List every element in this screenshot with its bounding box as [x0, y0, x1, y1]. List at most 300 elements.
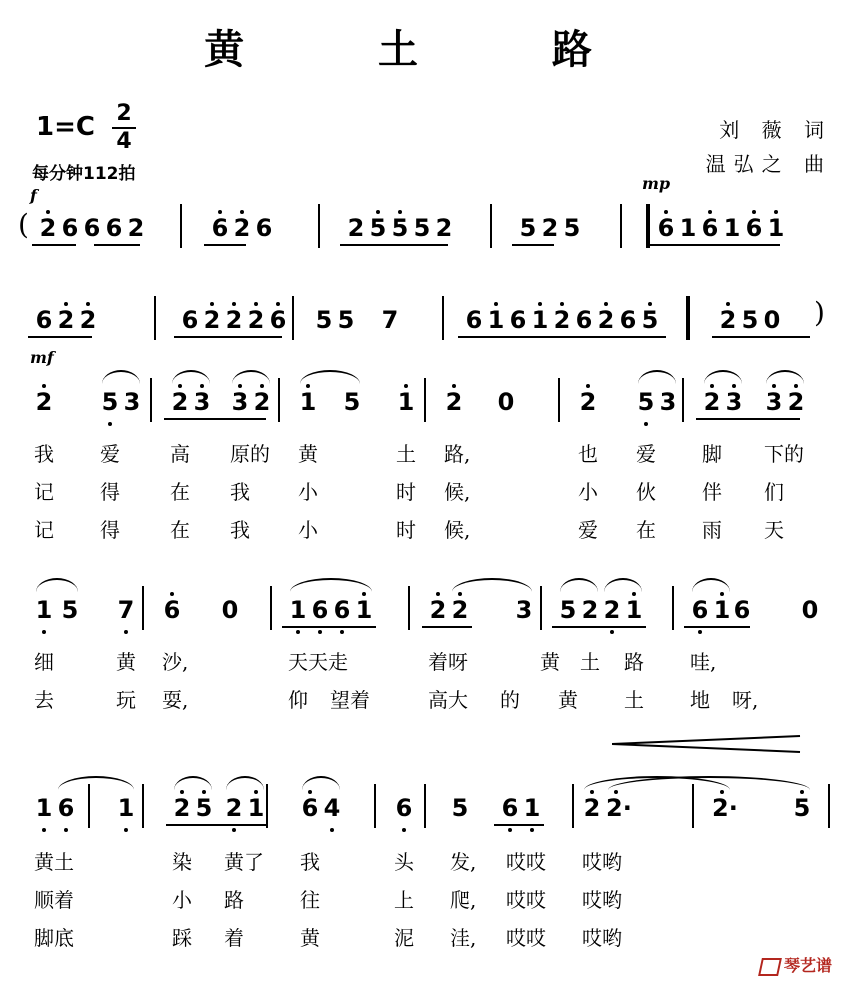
lyric-word: 呀, [732, 688, 759, 712]
slur [300, 370, 360, 384]
octave-up-dot [308, 790, 312, 794]
octave-up-dot [232, 302, 236, 306]
bar-line [292, 296, 294, 340]
note: 5 [519, 214, 537, 242]
note: 2 [253, 388, 271, 416]
octave-down-dot [610, 630, 614, 634]
bar-line [266, 784, 268, 828]
lyric-word: 天 [764, 518, 784, 542]
note: 5 [741, 306, 759, 334]
octave-down-dot [330, 828, 334, 832]
underline-beam [422, 626, 472, 628]
note: 3 [765, 388, 783, 416]
octave-up-dot [726, 302, 730, 306]
note: 1 [117, 794, 135, 822]
octave-up-dot [218, 210, 222, 214]
note: 3 [515, 596, 533, 624]
bar-line [424, 378, 426, 422]
underline-beam [696, 418, 800, 420]
octave-up-dot [202, 790, 206, 794]
underline-beam [204, 244, 246, 246]
note: 1 [713, 596, 731, 624]
lyric-word: 我 [230, 518, 250, 542]
lyric-word: 耍, [162, 688, 189, 712]
lyric-word: 爱 [100, 442, 120, 466]
lyric-word: 哎哎 [506, 850, 546, 874]
octave-down-dot [108, 422, 112, 426]
note: 3 [193, 388, 211, 416]
octave-up-dot [614, 790, 618, 794]
underline-beam [712, 336, 810, 338]
octave-down-dot [296, 630, 300, 634]
note: 6 [311, 596, 329, 624]
note: 1 [289, 596, 307, 624]
bar-line [620, 204, 622, 248]
lyric-word: 们 [764, 480, 784, 504]
note: 6 [105, 214, 123, 242]
octave-up-dot [362, 592, 366, 596]
underline-beam [282, 626, 376, 628]
note: 2 [79, 306, 97, 334]
lyric-word: 天天走 [288, 650, 348, 674]
note: 5 [451, 794, 469, 822]
time-signature [112, 102, 136, 154]
lyric-word: 候, [444, 518, 471, 542]
note: 0 [497, 388, 515, 416]
slur [638, 370, 676, 384]
lyric-word: 爬, [450, 888, 477, 912]
lyric-word: 下的 [764, 442, 804, 466]
octave-down-dot [232, 828, 236, 832]
lyric-word: 爱 [578, 518, 598, 542]
note: 2 [35, 388, 53, 416]
underline-beam [174, 336, 282, 338]
note: 2 [203, 306, 221, 334]
octave-up-dot [586, 384, 590, 388]
underline-beam [684, 626, 750, 628]
lyric-word: 高大 [428, 688, 468, 712]
slur [704, 370, 742, 384]
note: 3 [725, 388, 743, 416]
octave-up-dot [720, 790, 724, 794]
note: 2 [225, 306, 243, 334]
bar-line [692, 784, 694, 828]
note: 6 [701, 214, 719, 242]
note: 1 [487, 306, 505, 334]
underline-beam [164, 418, 266, 420]
note: 2 [171, 388, 189, 416]
bar-line [648, 204, 650, 248]
octave-up-dot [46, 210, 50, 214]
note: 6 [619, 306, 637, 334]
close-parenthesis: ) [814, 296, 825, 329]
underline-beam [32, 244, 76, 246]
note: 0 [221, 596, 239, 624]
underline-beam [340, 244, 448, 246]
underline-beam [458, 336, 666, 338]
octave-up-dot [752, 210, 756, 214]
slur [226, 776, 264, 790]
note: 2 [173, 794, 191, 822]
note: 6 [181, 306, 199, 334]
open-parenthesis: ( [18, 208, 29, 241]
octave-up-dot [240, 210, 244, 214]
lyric-word: 地 [690, 688, 710, 712]
octave-down-dot [64, 828, 68, 832]
slur [766, 370, 804, 384]
slur [604, 578, 642, 592]
score-row-5 [30, 784, 830, 844]
note: 1 [767, 214, 785, 242]
note: 1 [679, 214, 697, 242]
slur [174, 776, 212, 790]
octave-up-dot [774, 210, 778, 214]
note: 1 [625, 596, 643, 624]
octave-up-dot [200, 384, 204, 388]
watermark-icon [758, 958, 782, 976]
note: 2 [579, 388, 597, 416]
score-row-2 [30, 296, 830, 356]
time-signature-top: 2 [116, 101, 132, 126]
note: 5 [315, 306, 333, 334]
bar-line [88, 784, 90, 828]
lyric-word: 脚 [702, 442, 722, 466]
octave-up-dot [376, 210, 380, 214]
lyric-word: 在 [170, 480, 190, 504]
note: 6 [333, 596, 351, 624]
note: 5 [195, 794, 213, 822]
octave-up-dot [306, 384, 310, 388]
slur [692, 578, 730, 592]
bar-line [688, 296, 690, 340]
note: 2 [247, 306, 265, 334]
octave-down-dot [318, 630, 322, 634]
note: 6 [575, 306, 593, 334]
bar-line [408, 586, 410, 630]
octave-down-dot [42, 828, 46, 832]
lyric-word: 发, [450, 850, 477, 874]
note: 5 [563, 214, 581, 242]
lyric-word: 黄 [116, 650, 136, 674]
note: 5 [637, 388, 655, 416]
note: 6 [57, 794, 75, 822]
note: 3 [659, 388, 677, 416]
octave-up-dot [180, 790, 184, 794]
bar-line [318, 204, 320, 248]
bar-line [424, 784, 426, 828]
note: 2 [719, 306, 737, 334]
octave-down-dot [124, 630, 128, 634]
note: 6 [657, 214, 675, 242]
note: 5 [793, 794, 811, 822]
note: 2 [787, 388, 805, 416]
lyric-word: 沙, [162, 650, 189, 674]
octave-up-dot [436, 592, 440, 596]
note: 2 [703, 388, 721, 416]
note: 2 [451, 596, 469, 624]
octave-up-dot [42, 384, 46, 388]
note: 5 [413, 214, 431, 242]
slur [290, 578, 372, 592]
note: 1 [523, 794, 541, 822]
time-signature-bottom: 4 [116, 129, 132, 154]
note: 2 [581, 596, 599, 624]
score-row-1 [18, 204, 830, 264]
octave-up-dot [772, 384, 776, 388]
dynamic-forte: f [30, 186, 37, 205]
lyric-word: 上 [394, 888, 414, 912]
octave-up-dot [86, 302, 90, 306]
lyric-word: 踩 [172, 926, 192, 950]
lyric-word: 我 [34, 442, 54, 466]
lyric-word: 土 [624, 688, 644, 712]
lyric-word: 黄 [558, 688, 578, 712]
octave-up-dot [732, 384, 736, 388]
lyric-word: 细 [34, 650, 54, 674]
note: 0 [801, 596, 819, 624]
lyric-word: 雨 [702, 518, 722, 542]
bar-line [558, 378, 560, 422]
octave-down-dot [124, 828, 128, 832]
octave-up-dot [708, 210, 712, 214]
note: 2 [553, 306, 571, 334]
octave-up-dot [64, 302, 68, 306]
note: 5 [559, 596, 577, 624]
note: 2· [606, 794, 632, 822]
note: 6 [465, 306, 483, 334]
note: 2 [603, 596, 621, 624]
lyric-word: 在 [170, 518, 190, 542]
octave-up-dot [632, 592, 636, 596]
note: 1 [531, 306, 549, 334]
note: 6 [509, 306, 527, 334]
octave-up-dot [170, 592, 174, 596]
lyric-word: 小 [298, 480, 318, 504]
watermark-logo [760, 953, 832, 976]
note: 6 [211, 214, 229, 242]
note: 6 [733, 596, 751, 624]
bar-line [142, 586, 144, 630]
bar-line [154, 296, 156, 340]
note: 3 [123, 388, 141, 416]
octave-down-dot [42, 630, 46, 634]
lyric-word: 哎哎 [506, 888, 546, 912]
lyric-word: 路 [224, 888, 244, 912]
lyric-word: 高 [170, 442, 190, 466]
lyric-word: 哎哟 [582, 850, 622, 874]
bar-line [270, 586, 272, 630]
lyric-word: 小 [298, 518, 318, 542]
note: 5 [337, 306, 355, 334]
note: 6 [163, 596, 181, 624]
hairpin-diminuendo [612, 734, 802, 754]
lyric-word: 伙 [636, 480, 656, 504]
octave-up-dot [452, 384, 456, 388]
bar-line [142, 784, 144, 828]
note: 2 [347, 214, 365, 242]
octave-up-dot [178, 384, 182, 388]
lyric-word: 头 [394, 850, 414, 874]
lyric-word: 哎哎 [506, 926, 546, 950]
bar-line [540, 586, 542, 630]
octave-up-dot [238, 384, 242, 388]
octave-up-dot [604, 302, 608, 306]
note: 1 [355, 596, 373, 624]
bar-line [490, 204, 492, 248]
score-row-4 [30, 586, 830, 646]
composer-credit: 温弘之 曲 [705, 152, 832, 176]
lyric-word: 小 [578, 480, 598, 504]
lyric-word: 黄 [540, 650, 560, 674]
lyric-word: 小 [172, 888, 192, 912]
lyric-word: 得 [100, 518, 120, 542]
note: 6 [395, 794, 413, 822]
octave-up-dot [458, 592, 462, 596]
note: 0 [763, 306, 781, 334]
note: 3 [231, 388, 249, 416]
octave-up-dot [538, 302, 542, 306]
key-signature: 1=C [36, 112, 95, 142]
bar-line [150, 378, 152, 422]
lyric-word: 伴 [702, 480, 722, 504]
slur [452, 578, 532, 592]
octave-down-dot [402, 828, 406, 832]
lyric-word: 记 [34, 480, 54, 504]
lyric-word: 我 [300, 850, 320, 874]
lyric-word: 记 [34, 518, 54, 542]
octave-up-dot [254, 790, 258, 794]
note: 6 [745, 214, 763, 242]
note: 5 [61, 596, 79, 624]
dynamic-mezzo-forte: mf [30, 348, 54, 367]
note: 1 [723, 214, 741, 242]
lyric-word: 仰 [288, 688, 308, 712]
lyric-word: 爱 [636, 442, 656, 466]
lyric-word: 染 [172, 850, 192, 874]
note: 5 [369, 214, 387, 242]
note: 1 [35, 596, 53, 624]
dynamic-mezzo-piano: mp [642, 174, 671, 193]
bar-line [278, 378, 280, 422]
bar-line [180, 204, 182, 248]
lyric-word: 在 [636, 518, 656, 542]
note: 2 [597, 306, 615, 334]
lyric-word: 哎哟 [582, 926, 622, 950]
note: 2 [541, 214, 559, 242]
slur [302, 776, 340, 790]
underline-beam [650, 244, 780, 246]
octave-down-dot [340, 630, 344, 634]
octave-up-dot [276, 302, 280, 306]
octave-down-dot [698, 630, 702, 634]
note: 5 [101, 388, 119, 416]
lyric-word: 原的 [230, 442, 270, 466]
note: 6 [301, 794, 319, 822]
octave-up-dot [710, 384, 714, 388]
note: 6 [269, 306, 287, 334]
note: 6 [501, 794, 519, 822]
octave-up-dot [254, 302, 258, 306]
note: 2 [583, 794, 601, 822]
lyric-word: 脚底 [34, 926, 74, 950]
note: 5 [391, 214, 409, 242]
lyric-word: 土 [580, 650, 600, 674]
lyric-word: 去 [34, 688, 54, 712]
note: 7 [381, 306, 399, 334]
slur [102, 370, 140, 384]
lyric-word: 的 [500, 688, 520, 712]
octave-up-dot [648, 302, 652, 306]
octave-up-dot [590, 790, 594, 794]
lyric-word: 着呀 [428, 650, 468, 674]
slur [58, 776, 134, 790]
lyric-word: 黄了 [224, 850, 264, 874]
lyric-word: 也 [578, 442, 598, 466]
note: 2 [127, 214, 145, 242]
octave-up-dot [494, 302, 498, 306]
note: 4 [323, 794, 341, 822]
underline-beam [494, 824, 544, 826]
underline-beam [512, 244, 554, 246]
bar-line [572, 784, 574, 828]
slur [172, 370, 210, 384]
lyric-word: 得 [100, 480, 120, 504]
lyric-word: 洼, [450, 926, 477, 950]
octave-down-dot [530, 828, 534, 832]
octave-up-dot [794, 384, 798, 388]
note: 2 [435, 214, 453, 242]
lyric-word: 往 [300, 888, 320, 912]
lyric-word: 玩 [116, 688, 136, 712]
lyric-word: 着 [224, 926, 244, 950]
note: 1 [35, 794, 53, 822]
note: 6 [61, 214, 79, 242]
note: 6 [35, 306, 53, 334]
underline-beam [28, 336, 92, 338]
note: 5 [343, 388, 361, 416]
note: 2 [39, 214, 57, 242]
underline-beam [94, 244, 140, 246]
bar-line [828, 784, 830, 828]
lyric-word: 我 [230, 480, 250, 504]
octave-up-dot [560, 302, 564, 306]
lyric-word: 黄 [298, 442, 318, 466]
underline-beam [552, 626, 646, 628]
octave-up-dot [800, 790, 804, 794]
octave-up-dot [720, 592, 724, 596]
lyric-word: 时 [396, 518, 416, 542]
bar-line [374, 784, 376, 828]
note: 1 [397, 388, 415, 416]
note: 2 [57, 306, 75, 334]
lyric-word: 候, [444, 480, 471, 504]
octave-down-dot [508, 828, 512, 832]
lyricist-credit: 刘 薇 词 [719, 118, 832, 142]
octave-up-dot [404, 384, 408, 388]
watermark-text: 琴艺谱 [783, 956, 832, 975]
lyric-word: 泥 [394, 926, 414, 950]
lyric-word: 哇, [690, 650, 717, 674]
score-row-3 [30, 378, 830, 438]
octave-up-dot [398, 210, 402, 214]
note: 2· [712, 794, 738, 822]
song-title: 黄 土 路 [204, 27, 652, 73]
bar-line [442, 296, 444, 340]
bar-line [682, 378, 684, 422]
note: 7 [117, 596, 135, 624]
slur [232, 370, 270, 384]
octave-up-dot [664, 210, 668, 214]
